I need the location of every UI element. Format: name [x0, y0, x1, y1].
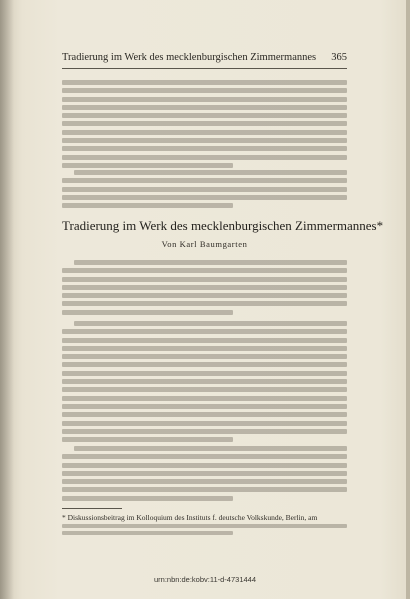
- body-paragraph-2: [62, 170, 347, 211]
- footnote-continuation: [62, 524, 347, 539]
- header-rule: [62, 68, 347, 69]
- urn-identifier: urn:nbn:de:kobv:11-d-4731444: [153, 575, 257, 584]
- body-paragraph-4: [62, 321, 347, 445]
- page-number: 365: [331, 52, 347, 63]
- article-author: Von Karl Baumgarten: [161, 239, 248, 249]
- running-head-title: Tradierung im Werk des mecklenburgischen Zimmermannes: [62, 52, 317, 63]
- page-body: [22, 10, 402, 582]
- article-title: Tradierung im Werk des mecklenburgischen Zimmermannes*: [62, 218, 384, 233]
- footnote-rule: [62, 508, 122, 509]
- body-paragraph-3: [62, 260, 347, 318]
- page-edge: [406, 0, 410, 599]
- footnote-text: * Diskussionsbeitrag im Kolloquium des Instituts f. deutsche Volkskunde, Berlin, am: [62, 513, 318, 522]
- running-head: [62, 52, 347, 66]
- gutter-shadow: [0, 0, 14, 599]
- body-paragraph-5: [62, 446, 347, 504]
- body-paragraph-1: [62, 80, 347, 171]
